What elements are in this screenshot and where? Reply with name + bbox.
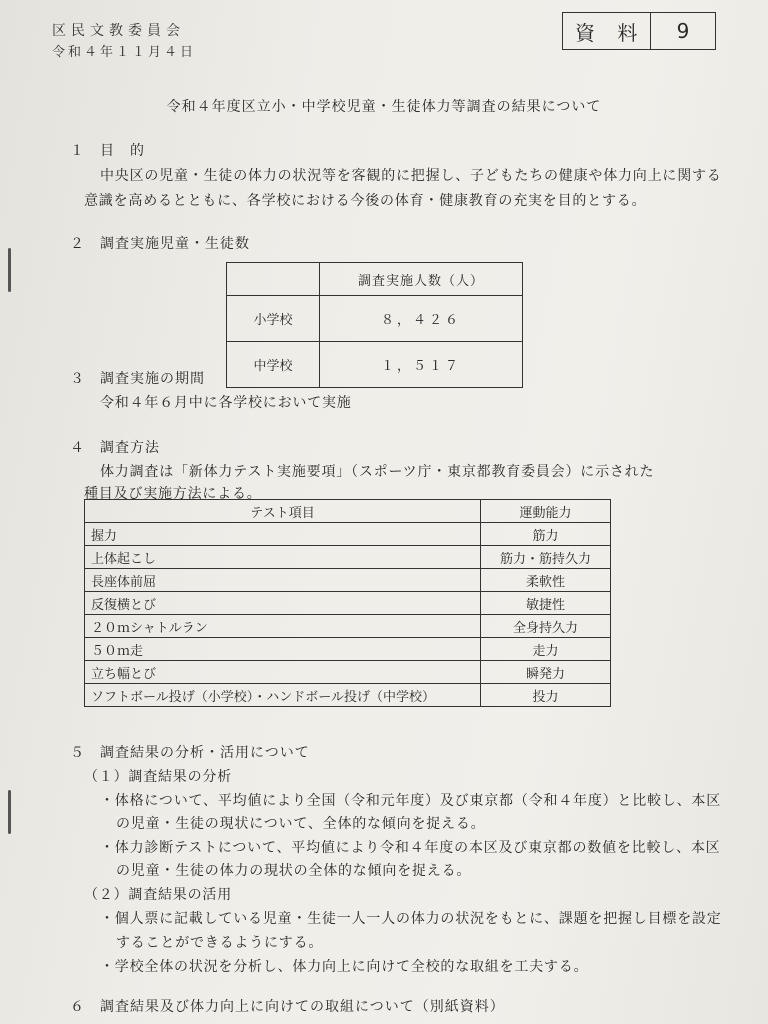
table-cell: 反復横とび — [85, 592, 481, 615]
section6-heading: ６ 調査結果及び体力向上に向けての取組について（別紙資料） — [70, 999, 505, 1015]
section4-line: 種目及び実施方法による。 — [84, 486, 262, 502]
student-count-table — [226, 262, 523, 388]
table-row — [85, 615, 611, 638]
table-cell: 柔軟性 — [481, 569, 611, 592]
table-row — [85, 569, 611, 592]
section3-heading: ３ 調査実施の期間 — [70, 371, 205, 387]
table-header: テスト項目 — [85, 500, 481, 523]
table-cell: 上体起こし — [85, 546, 481, 569]
department-label: 区民文教委員会 — [52, 23, 185, 39]
table-row — [227, 296, 523, 342]
section5-sub2-line: ・学校全体の状況を分析し、体力向上に向けて全校的な取組を工夫する。 — [100, 959, 589, 975]
section1-line: 意識を高めるとともに、各学校における今後の体育・健康教育の充実を目的とする。 — [84, 193, 647, 209]
section5-sub2-heading: （２）調査結果の活用 — [84, 887, 232, 903]
section5-sub1-heading: （１）調査結果の分析 — [84, 769, 232, 785]
table-row — [85, 523, 611, 546]
table-cell: 瞬発力 — [481, 661, 611, 684]
section5-heading: ５ 調査結果の分析・活用について — [70, 745, 310, 761]
test-items-table — [84, 499, 611, 707]
table-cell: ソフトボール投げ（小学校）・ハンドボール投げ（中学校） — [85, 684, 481, 707]
table-header: 運動能力 — [481, 500, 611, 523]
table-row — [227, 342, 523, 388]
table-row — [85, 684, 611, 707]
table-cell: 敏捷性 — [481, 592, 611, 615]
table-row — [85, 592, 611, 615]
document-date: 令和４年１１月４日 — [52, 45, 197, 60]
section1-heading: １ 目 的 — [70, 143, 145, 159]
section5-sub2-line: ・個人票に記載している児童・生徒一人一人の体力の状況をもとに、課題を把握し目標を設定 — [100, 911, 722, 927]
section5-sub2-line: することができるようにする。 — [116, 935, 324, 951]
binding-mark — [8, 790, 11, 834]
table-cell: ５０ｍ走 — [85, 638, 481, 661]
binding-mark — [8, 248, 11, 292]
table-row — [227, 263, 523, 296]
section4-heading: ４ 調査方法 — [70, 440, 160, 456]
doc-label: 資 料 — [563, 13, 651, 49]
table-cell: 筋力 — [481, 523, 611, 546]
table-cell: ２０ｍシャトルラン — [85, 615, 481, 638]
section5-sub1-line: ・体格について、平均値により全国（令和元年度）及び東京都（令和４年度）と比較し、本区 — [100, 793, 722, 809]
doc-number: 9 — [676, 19, 690, 43]
section4-line: 体力調査は「新体力テスト実施要項」（スポーツ庁・東京都教育委員会）に示された — [100, 464, 655, 480]
table-cell: １，５１７ — [320, 342, 523, 388]
document-number-box — [562, 12, 716, 50]
table-row — [85, 546, 611, 569]
table-cell: 投力 — [481, 684, 611, 707]
document-title: 令和４年度区立小・中学校児童・生徒体力等調査の結果について — [166, 99, 602, 115]
table-cell: 立ち幅とび — [85, 661, 481, 684]
table-cell: 筋力・筋持久力 — [481, 546, 611, 569]
table-cell: 全身持久力 — [481, 615, 611, 638]
section5-sub1-line: ・体力診断テストについて、平均値により令和４年度の本区及び東京都の数値を比較し、本区 — [100, 840, 721, 856]
table-header: 調査実施人数（人） — [320, 263, 523, 296]
table-cell: 中学校 — [227, 342, 320, 388]
table-cell: 握力 — [85, 523, 481, 546]
table-cell: ８，４２６ — [320, 296, 523, 342]
table-cell: 長座体前屈 — [85, 569, 481, 592]
table-cell — [227, 263, 320, 296]
section3-text: 令和４年６月中に各学校において実施 — [100, 395, 352, 411]
table-cell: 小学校 — [227, 296, 320, 342]
section2-heading: ２ 調査実施児童・生徒数 — [70, 236, 250, 252]
section5-sub1-line: の児童・生徒の現状について、全体的な傾向を捉える。 — [116, 816, 486, 832]
table-row — [85, 661, 611, 684]
section5-sub1-line: の児童・生徒の体力の現状の全体的な傾向を捉える。 — [116, 863, 472, 879]
table-cell: 走力 — [481, 638, 611, 661]
section1-line: 中央区の児童・生徒の体力の状況等を客観的に把握し、子どもたちの健康や体力向上に関する — [100, 168, 722, 184]
table-row — [85, 500, 611, 523]
table-row — [85, 638, 611, 661]
